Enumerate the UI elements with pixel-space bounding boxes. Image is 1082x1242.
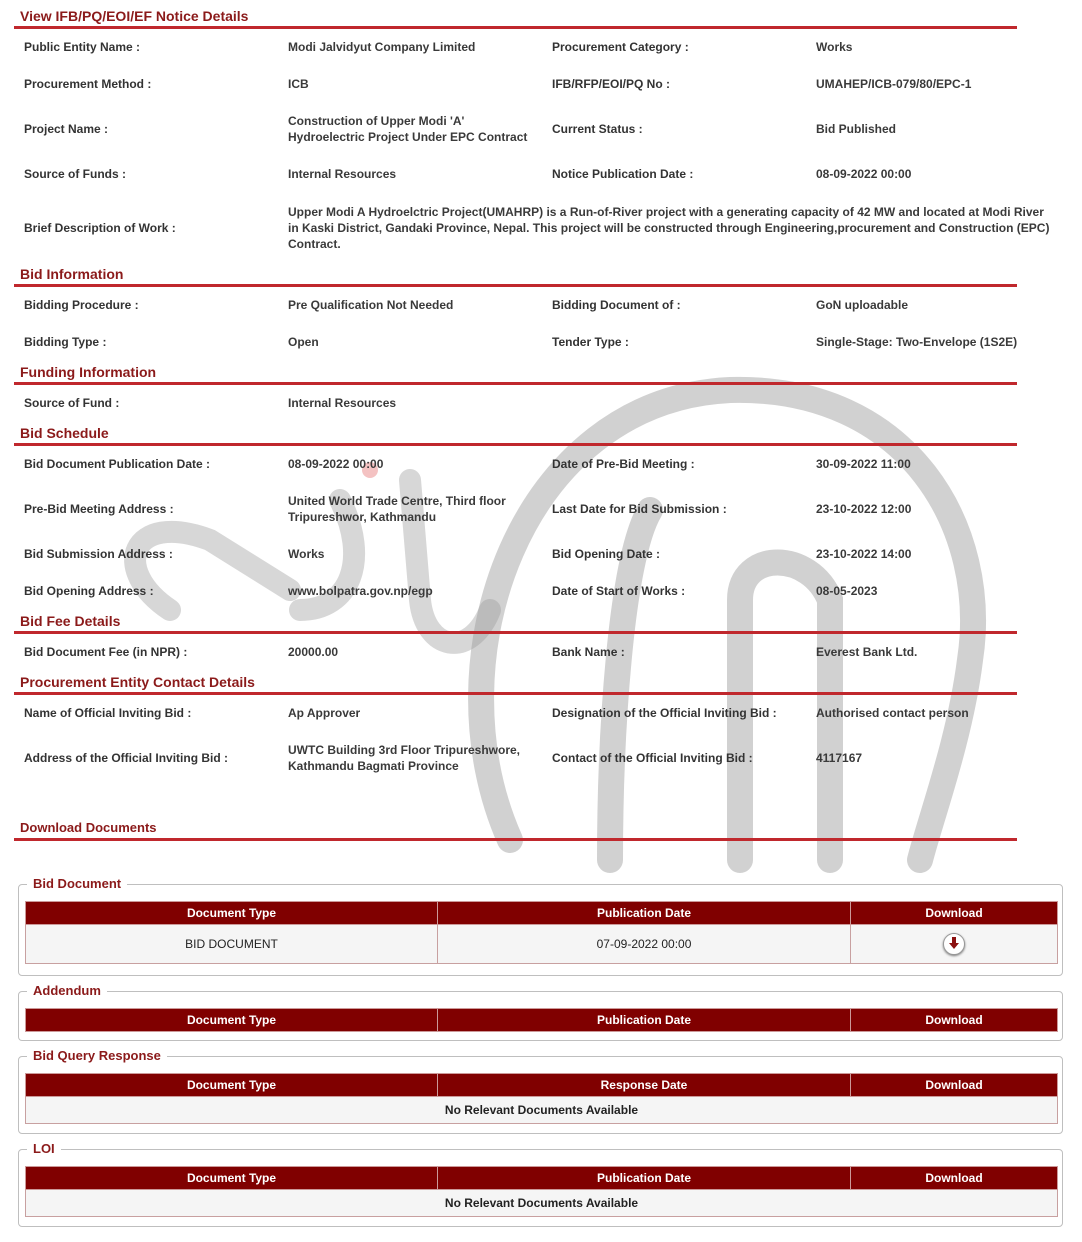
value-bid-submission-address: Works — [288, 547, 325, 561]
value-project-name: Construction of Upper Modi 'A' Hydroelectric Project Under EPC Contract — [288, 114, 528, 144]
value-date-start-of-works: 08-05-2023 — [816, 584, 878, 598]
col-response-date: Response Date — [438, 1074, 851, 1097]
col-publication-date: Publication Date — [438, 1009, 851, 1032]
label-source-of-funds: Source of Funds : — [24, 167, 126, 181]
value-official-address: UWTC Building 3rd Floor Tripureshwore, Kathmandu Bagmati Province — [288, 743, 521, 773]
col-publication-date: Publication Date — [438, 902, 851, 925]
label-brief-description: Brief Description of Work : — [24, 221, 176, 235]
cell-download — [851, 925, 1058, 964]
section-title-notice: View IFB/PQ/EOI/EF Notice Details — [14, 6, 1017, 29]
value-public-entity: Modi Jalvidyut Company Limited — [288, 40, 476, 54]
table-header-row — [26, 1167, 1058, 1190]
bid-document-table — [25, 901, 1058, 964]
label-ifb-no: IFB/RFP/EOI/PQ No : — [552, 77, 671, 91]
table-row — [26, 1097, 1058, 1124]
table-row — [26, 925, 1058, 964]
empty-message: No Relevant Documents Available — [26, 1190, 1058, 1217]
value-bidding-procedure: Pre Qualification Not Needed — [288, 298, 454, 312]
col-document-type: Document Type — [26, 1009, 438, 1032]
bid-document-fieldset — [18, 876, 1063, 976]
value-current-status: Bid Published — [816, 122, 897, 136]
download-arrow-icon[interactable] — [943, 933, 965, 955]
label-official-name: Name of Official Inviting Bid : — [24, 706, 192, 720]
col-document-type: Document Type — [26, 1167, 438, 1190]
label-current-status: Current Status : — [552, 122, 643, 136]
value-procurement-category: Works — [816, 40, 853, 54]
label-source-of-fund: Source of Fund : — [24, 396, 120, 410]
value-ifb-no: UMAHEP/ICB-079/80/EPC-1 — [816, 77, 972, 91]
cell-publication-date: 07-09-2022 00:00 — [438, 925, 851, 964]
label-bidding-procedure: Bidding Procedure : — [24, 298, 139, 312]
label-date-start-of-works: Date of Start of Works : — [552, 584, 686, 598]
label-bid-opening-date: Bid Opening Date : — [552, 547, 660, 561]
label-bid-doc-publication-date: Bid Document Publication Date : — [24, 457, 211, 471]
section-title-bid-information: Bid Information — [14, 264, 1017, 287]
value-pre-bid-meeting-date: 30-09-2022 11:00 — [816, 457, 911, 471]
value-bank-name: Everest Bank Ltd. — [816, 645, 918, 659]
addendum-table — [25, 1008, 1058, 1032]
empty-message: No Relevant Documents Available — [26, 1097, 1058, 1124]
col-document-type: Document Type — [26, 1074, 438, 1097]
section-title-download-documents: Download Documents — [14, 818, 1017, 841]
value-pre-bid-meeting-address: United World Trade Centre, Third floor Tripureshwor, Kathmandu — [288, 494, 506, 524]
value-bid-doc-publication-date: 08-09-2022 00:00 — [288, 457, 384, 471]
value-bid-opening-date: 23-10-2022 14:00 — [816, 547, 912, 561]
label-pre-bid-meeting-address: Pre-Bid Meeting Address : — [24, 502, 174, 516]
value-bidding-document-of: GoN uploadable — [816, 298, 909, 312]
value-bidding-type: Open — [288, 335, 319, 349]
label-bank-name: Bank Name : — [552, 645, 625, 659]
value-official-contact: 4117167 — [816, 751, 863, 765]
col-publication-date: Publication Date — [438, 1167, 851, 1190]
cell-document-type: BID DOCUMENT — [26, 925, 438, 964]
label-bid-submission-address: Bid Submission Address : — [24, 547, 173, 561]
section-title-bid-fee: Bid Fee Details — [14, 611, 1017, 634]
addendum-fieldset — [18, 983, 1063, 1041]
section-title-funding: Funding Information — [14, 362, 1017, 385]
label-official-contact: Contact of the Official Inviting Bid : — [552, 751, 753, 765]
label-pre-bid-meeting-date: Date of Pre-Bid Meeting : — [552, 457, 695, 471]
col-download: Download — [851, 1167, 1058, 1190]
label-tender-type: Tender Type : — [552, 335, 629, 349]
value-source-of-funds: Internal Resources — [288, 167, 397, 181]
section-title-bid-schedule: Bid Schedule — [14, 423, 1017, 446]
addendum-legend: Addendum — [27, 983, 107, 999]
label-bid-document-fee: Bid Document Fee (in NPR) : — [24, 645, 188, 659]
bid-query-response-legend: Bid Query Response — [27, 1048, 167, 1064]
label-last-date-bid-submission: Last Date for Bid Submission : — [552, 502, 727, 516]
label-bid-opening-address: Bid Opening Address : — [24, 584, 154, 598]
label-procurement-category: Procurement Category : — [552, 40, 689, 54]
col-download: Download — [851, 1009, 1058, 1032]
label-official-designation: Designation of the Official Inviting Bid : — [552, 706, 777, 720]
value-notice-publication-date: 08-09-2022 00:00 — [816, 167, 912, 181]
table-header-row — [26, 1009, 1058, 1032]
value-bid-document-fee: 20000.00 — [288, 645, 339, 659]
bid-query-response-table — [25, 1073, 1058, 1124]
bid-document-legend: Bid Document — [27, 876, 127, 892]
value-procurement-method: ICB — [288, 77, 309, 91]
col-document-type: Document Type — [26, 902, 438, 925]
value-brief-description: Upper Modi A Hydroelctric Project(UMAHRP) is a Run-of-River project with a generating capacity of 42 MW and located at Modi River in Kaski District, Gandaki Province, Nepal. This project will be constructed through Engineering,procurement and Construction (EPC) Contract. — [288, 205, 1050, 251]
label-bidding-document-of: Bidding Document of : — [552, 298, 681, 312]
bid-query-response-fieldset — [18, 1048, 1063, 1134]
label-official-address: Address of the Official Inviting Bid : — [24, 751, 229, 765]
label-bidding-type: Bidding Type : — [24, 335, 107, 349]
value-official-designation: Authorised contact person — [816, 706, 969, 720]
table-header-row — [26, 902, 1058, 925]
label-project-name: Project Name : — [24, 122, 109, 136]
label-public-entity: Public Entity Name : — [24, 40, 141, 54]
loi-table — [25, 1166, 1058, 1217]
loi-legend: LOI — [27, 1141, 61, 1157]
label-notice-publication-date: Notice Publication Date : — [552, 167, 694, 181]
value-official-name: Ap Approver — [288, 706, 361, 720]
value-last-date-bid-submission: 23-10-2022 12:00 — [816, 502, 912, 516]
label-procurement-method: Procurement Method : — [24, 77, 152, 91]
table-header-row — [26, 1074, 1058, 1097]
section-title-contact: Procurement Entity Contact Details — [14, 672, 1017, 695]
value-source-of-fund: Internal Resources — [288, 396, 397, 410]
value-tender-type: Single-Stage: Two-Envelope (1S2E) — [816, 335, 1018, 349]
col-download: Download — [851, 902, 1058, 925]
col-download: Download — [851, 1074, 1058, 1097]
value-bid-opening-address: www.bolpatra.gov.np/egp — [288, 584, 433, 598]
loi-fieldset — [18, 1141, 1063, 1227]
table-row — [26, 1190, 1058, 1217]
